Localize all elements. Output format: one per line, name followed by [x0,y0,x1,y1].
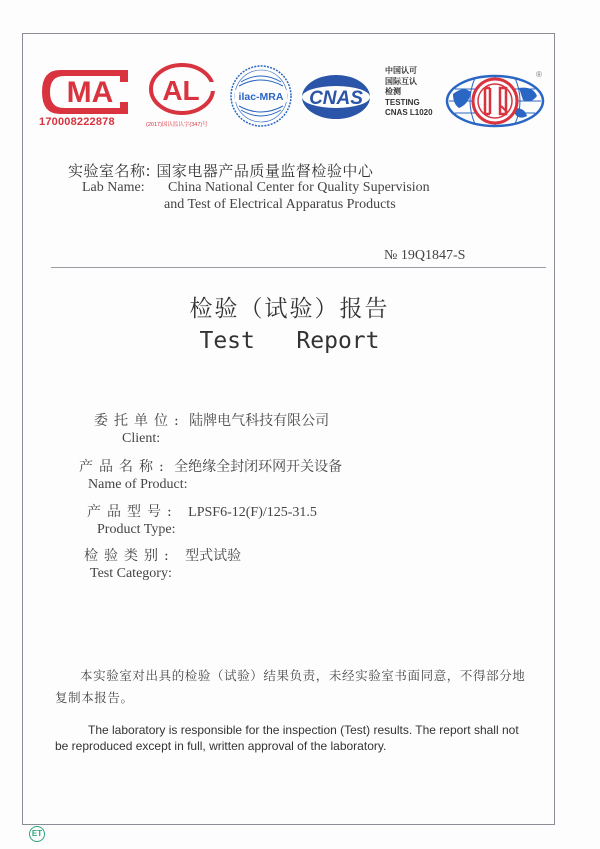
lab-name-en [82,180,430,196]
report-number: № 19Q1847-S [384,248,466,263]
divider [51,267,546,268]
lab-name-cn-value: 国家电器产品质量监督检验中心 [156,162,374,180]
svg-text:AL: AL [162,75,200,106]
client-row [94,410,329,430]
registered-mark: ® [536,70,542,79]
lab-name-cn-label: 实验室名称: [68,162,152,180]
lab-name-en-line2: and Test of Electrical Apparatus Products [164,197,396,212]
page-title-en: Test Report [199,328,380,354]
client-label-en: Client: [122,431,161,446]
client-label-cn: 委托单位: [94,413,185,429]
cnas-logo-icon [300,72,372,122]
svg-text:ilac-MRA: ilac-MRA [238,91,284,103]
cal-logo-icon [148,62,216,116]
client-value: 陆牌电气科技有限公司 [189,413,330,429]
product-type-label-cn: 产品型号: [87,504,178,520]
test-category-value: 型式试验 [185,548,242,564]
cnas-accreditation-text: 中国认可 国际互认 检测 TESTING CNAS L1020 [385,66,433,117]
page-title-cn: 检验（试验）报告 [189,296,390,322]
product-type-value: LPSF6-12(F)/125-31.5 [188,505,317,520]
product-type-row [87,501,317,521]
test-category-label-cn: 检验类别: [84,548,175,564]
notice-cn: 本实验室对出具的检验（试验）结果负责，未经实验室书面同意，不得部分地复制本报告。 [55,668,526,705]
product-type-label-en: Product Type: [97,522,176,537]
lab-name-en-label: Lab Name: [82,180,145,195]
ilac-mra-logo-icon [229,64,293,128]
notice-en: The laboratory is responsible for the inspection (Test) results. The report shall not be reproduced except in full, written approval of the laboratory. [55,723,519,753]
product-name-label-en: Name of Product: [88,477,188,492]
lab-name-en-line1: China National Center for Quality Supervision [168,180,430,195]
svg-text:CNAS: CNAS [309,88,363,109]
product-name-label-cn: 产品名称: [79,459,170,475]
test-category-label-en: Test Category: [90,566,172,581]
test-category-row [84,545,241,565]
lab-name-cn [68,160,373,181]
cqc-globe-logo-icon [445,74,545,128]
svg-text:MA: MA [66,76,114,109]
cma-number: 170008222878 [39,116,115,128]
cal-certificate-text: (2017)国认监认字(347)号 [146,122,208,128]
product-name-row [79,456,342,476]
et-mark-icon: ET [29,826,45,842]
product-name-value: 全绝缘全封闭环网开关设备 [174,459,343,475]
